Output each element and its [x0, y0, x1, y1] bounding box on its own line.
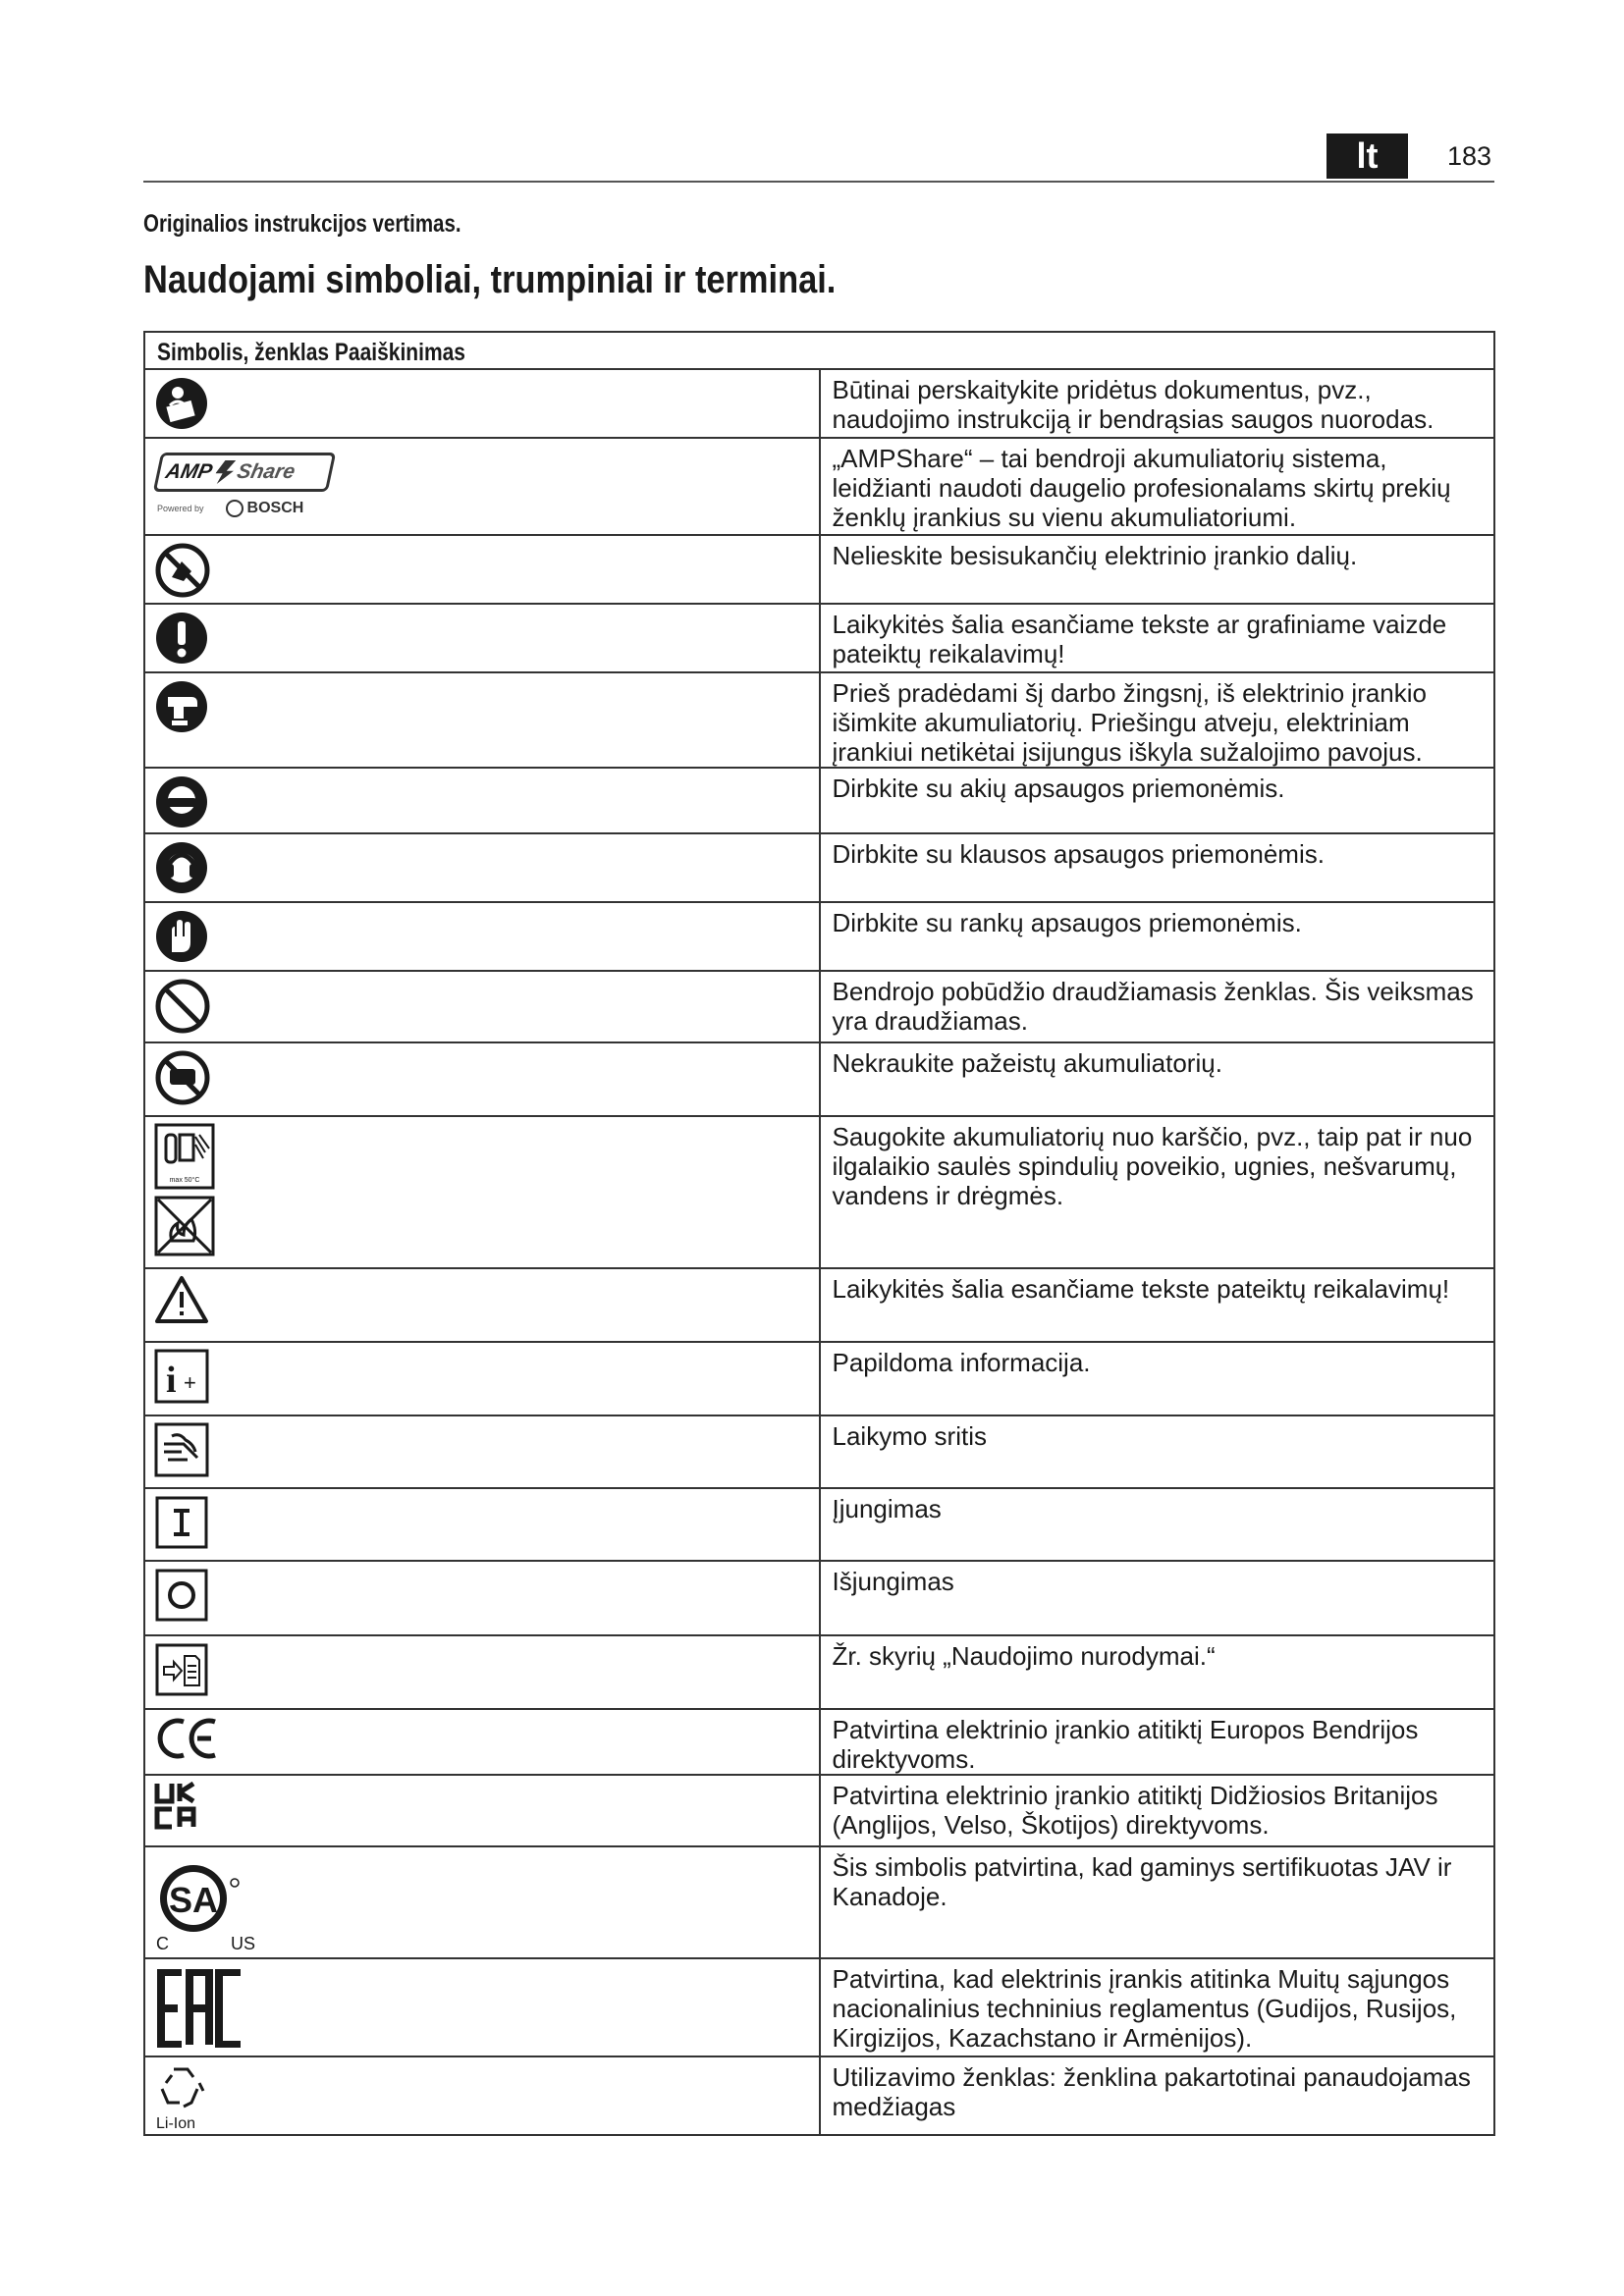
row-text: „AMPShare“ – tai bendroji akumuliatorių sistema, leidžianti naudoti daugelio profesionalams skirtų prekių ženklų įrankius su vienu akumuliatoriumi.	[820, 438, 1495, 535]
header-divider	[143, 181, 1494, 183]
table-row	[144, 1268, 1494, 1342]
language-badge: lt	[1326, 133, 1408, 179]
warning-triangle-icon	[154, 1275, 209, 1324]
svg-text:SA: SA	[168, 1880, 219, 1920]
ear-protection-icon	[154, 840, 209, 895]
table-row	[144, 535, 1494, 604]
document-subtitle: Originalios instrukcijos vertimas.	[143, 210, 461, 238]
recycling-caption: Li-Ion	[156, 2115, 196, 2132]
ampshare-brand-text: BOSCH	[246, 500, 304, 516]
ukca-mark-icon	[154, 1782, 197, 1831]
table-row	[144, 768, 1494, 833]
bosch-logo-icon	[226, 500, 244, 517]
table-row	[144, 369, 1494, 438]
table-row	[144, 1561, 1494, 1635]
info-icon	[154, 1349, 209, 1404]
table-row	[144, 971, 1494, 1042]
row-text: Žr. skyrių „Naudojimo nurodymai.“	[820, 1635, 1495, 1709]
row-text: Šis simbolis patvirtina, kad gaminys sertifikuotas JAV ir Kanadoje.	[820, 1846, 1495, 1958]
row-text: Nelieskite besisukančių elektrinio įrankio dalių.	[820, 535, 1495, 604]
row-text: Bendrojo pobūdžio draudžiamasis ženklas. Šis veiksmas yra draudžiamas.	[820, 971, 1495, 1042]
table-row	[144, 2056, 1494, 2135]
ampshare-bolt-icon	[213, 460, 236, 484]
row-text: Patvirtina elektrinio įrankio atitiktį Europos Bendrijos direktyvoms.	[820, 1709, 1495, 1775]
row-text: Patvirtina elektrinio įrankio atitiktį Didžiosios Britanijos (Anglijos, Velso, Škotijos) direktyvoms.	[820, 1775, 1495, 1846]
table-row	[144, 1775, 1494, 1846]
table-header-text: Simbolis, ženklas Paaiškinimas	[157, 339, 465, 366]
row-text: Laikykitės šalia esančiame tekste pateiktų reikalavimų!	[820, 1268, 1495, 1342]
ampshare-powered-text: Powered by	[157, 504, 204, 513]
prohibition-icon	[154, 978, 211, 1035]
row-text: Prieš pradėdami šį darbo žingsnį, iš elektrinio įrankio išimkite akumuliatorių. Priešingu atveju, elektriniam įrankiui netikėtai įsijungus iškyla sužalojimo pavojus.	[820, 672, 1495, 768]
row-text: Dirbkite su klausos apsaugos priemonėmis.	[820, 833, 1495, 902]
svg-text:C: C	[156, 1934, 169, 1953]
battery-heat-icon	[154, 1123, 215, 1190]
hand-protection-icon	[154, 909, 209, 964]
table-row	[144, 672, 1494, 768]
table-row	[144, 1116, 1494, 1268]
table-row	[144, 1488, 1494, 1561]
row-text: Įjungimas	[820, 1488, 1495, 1561]
row-text: Dirbkite su rankų apsaugos priemonėmis.	[820, 902, 1495, 971]
battery-heat-caption: max 50°C	[169, 1177, 200, 1184]
table-row	[144, 604, 1494, 672]
table-row	[144, 1846, 1494, 1958]
row-text: Būtinai perskaitykite pridėtus dokumentus, pvz., naudojimo instrukciją ir bendrąsias saugos nuorodas.	[820, 369, 1495, 438]
svg-text:i: i	[166, 1360, 177, 1401]
row-text: Laikymo sritis	[820, 1415, 1495, 1488]
see-chapter-icon	[154, 1642, 209, 1697]
row-text: Nekraukite pažeistų akumuliatorių.	[820, 1042, 1495, 1116]
holding-area-icon	[154, 1422, 209, 1477]
table-row	[144, 902, 1494, 971]
eye-protection-icon	[154, 774, 209, 829]
read-manual-icon	[154, 376, 209, 431]
table-row	[144, 1635, 1494, 1709]
power-on-icon	[154, 1495, 209, 1550]
row-text: Papildoma informacija.	[820, 1342, 1495, 1415]
row-text: Dirbkite su akių apsaugos priemonėmis.	[820, 768, 1495, 833]
svg-text:+: +	[184, 1370, 196, 1395]
svg-text:US: US	[231, 1934, 256, 1953]
row-text: Laikykitės šalia esančiame tekste ar grafiniame vaizde pateiktų reikalavimų!	[820, 604, 1495, 672]
symbols-table	[143, 331, 1495, 2136]
row-text: Saugokite akumuliatorių nuo karščio, pvz., taip pat ir nuo ilgalaikio saulės spindulių poveikio, ugnies, nešvarumų, vandens ir drėgmės.	[820, 1116, 1495, 1268]
remove-battery-icon	[154, 679, 209, 734]
row-text: Išjungimas	[820, 1561, 1495, 1635]
ce-mark-icon	[154, 1716, 223, 1761]
ampshare-logo	[157, 453, 334, 523]
power-off-icon	[154, 1568, 209, 1623]
recycling-li-ion-icon	[154, 2063, 213, 2132]
table-row	[144, 1415, 1494, 1488]
page-number: 183	[1447, 141, 1492, 171]
no-touch-rotating-icon	[154, 542, 211, 599]
ampshare-amp-text: AMP	[163, 460, 215, 483]
page-title: Naudojami simboliai, trumpiniai ir terminai.	[143, 258, 837, 301]
row-text: Patvirtina, kad elektrinis įrankis atitinka Muitų sąjungos nacionalinius techninius reglamentus (Gudijos, Rusijos, Kirgizijos, Kazachstano ir Armėnijos).	[820, 1958, 1495, 2056]
mandatory-icon	[154, 611, 209, 666]
table-header-row	[144, 332, 1494, 369]
table-row	[144, 1958, 1494, 2056]
table-row	[144, 1042, 1494, 1116]
no-fire-water-icon	[154, 1196, 215, 1256]
table-row	[144, 833, 1494, 902]
csa-mark-icon	[154, 1853, 272, 1953]
row-text: Utilizavimo ženklas: ženklina pakartotinai panaudojamas medžiagas	[820, 2056, 1495, 2135]
ampshare-share-text: Share	[235, 460, 298, 483]
table-row	[144, 1709, 1494, 1775]
table-row	[144, 1342, 1494, 1415]
no-damaged-battery-charge-icon	[154, 1049, 211, 1106]
eac-mark-icon	[156, 1969, 246, 2048]
table-row	[144, 438, 1494, 535]
table-header-cell	[144, 332, 1494, 369]
